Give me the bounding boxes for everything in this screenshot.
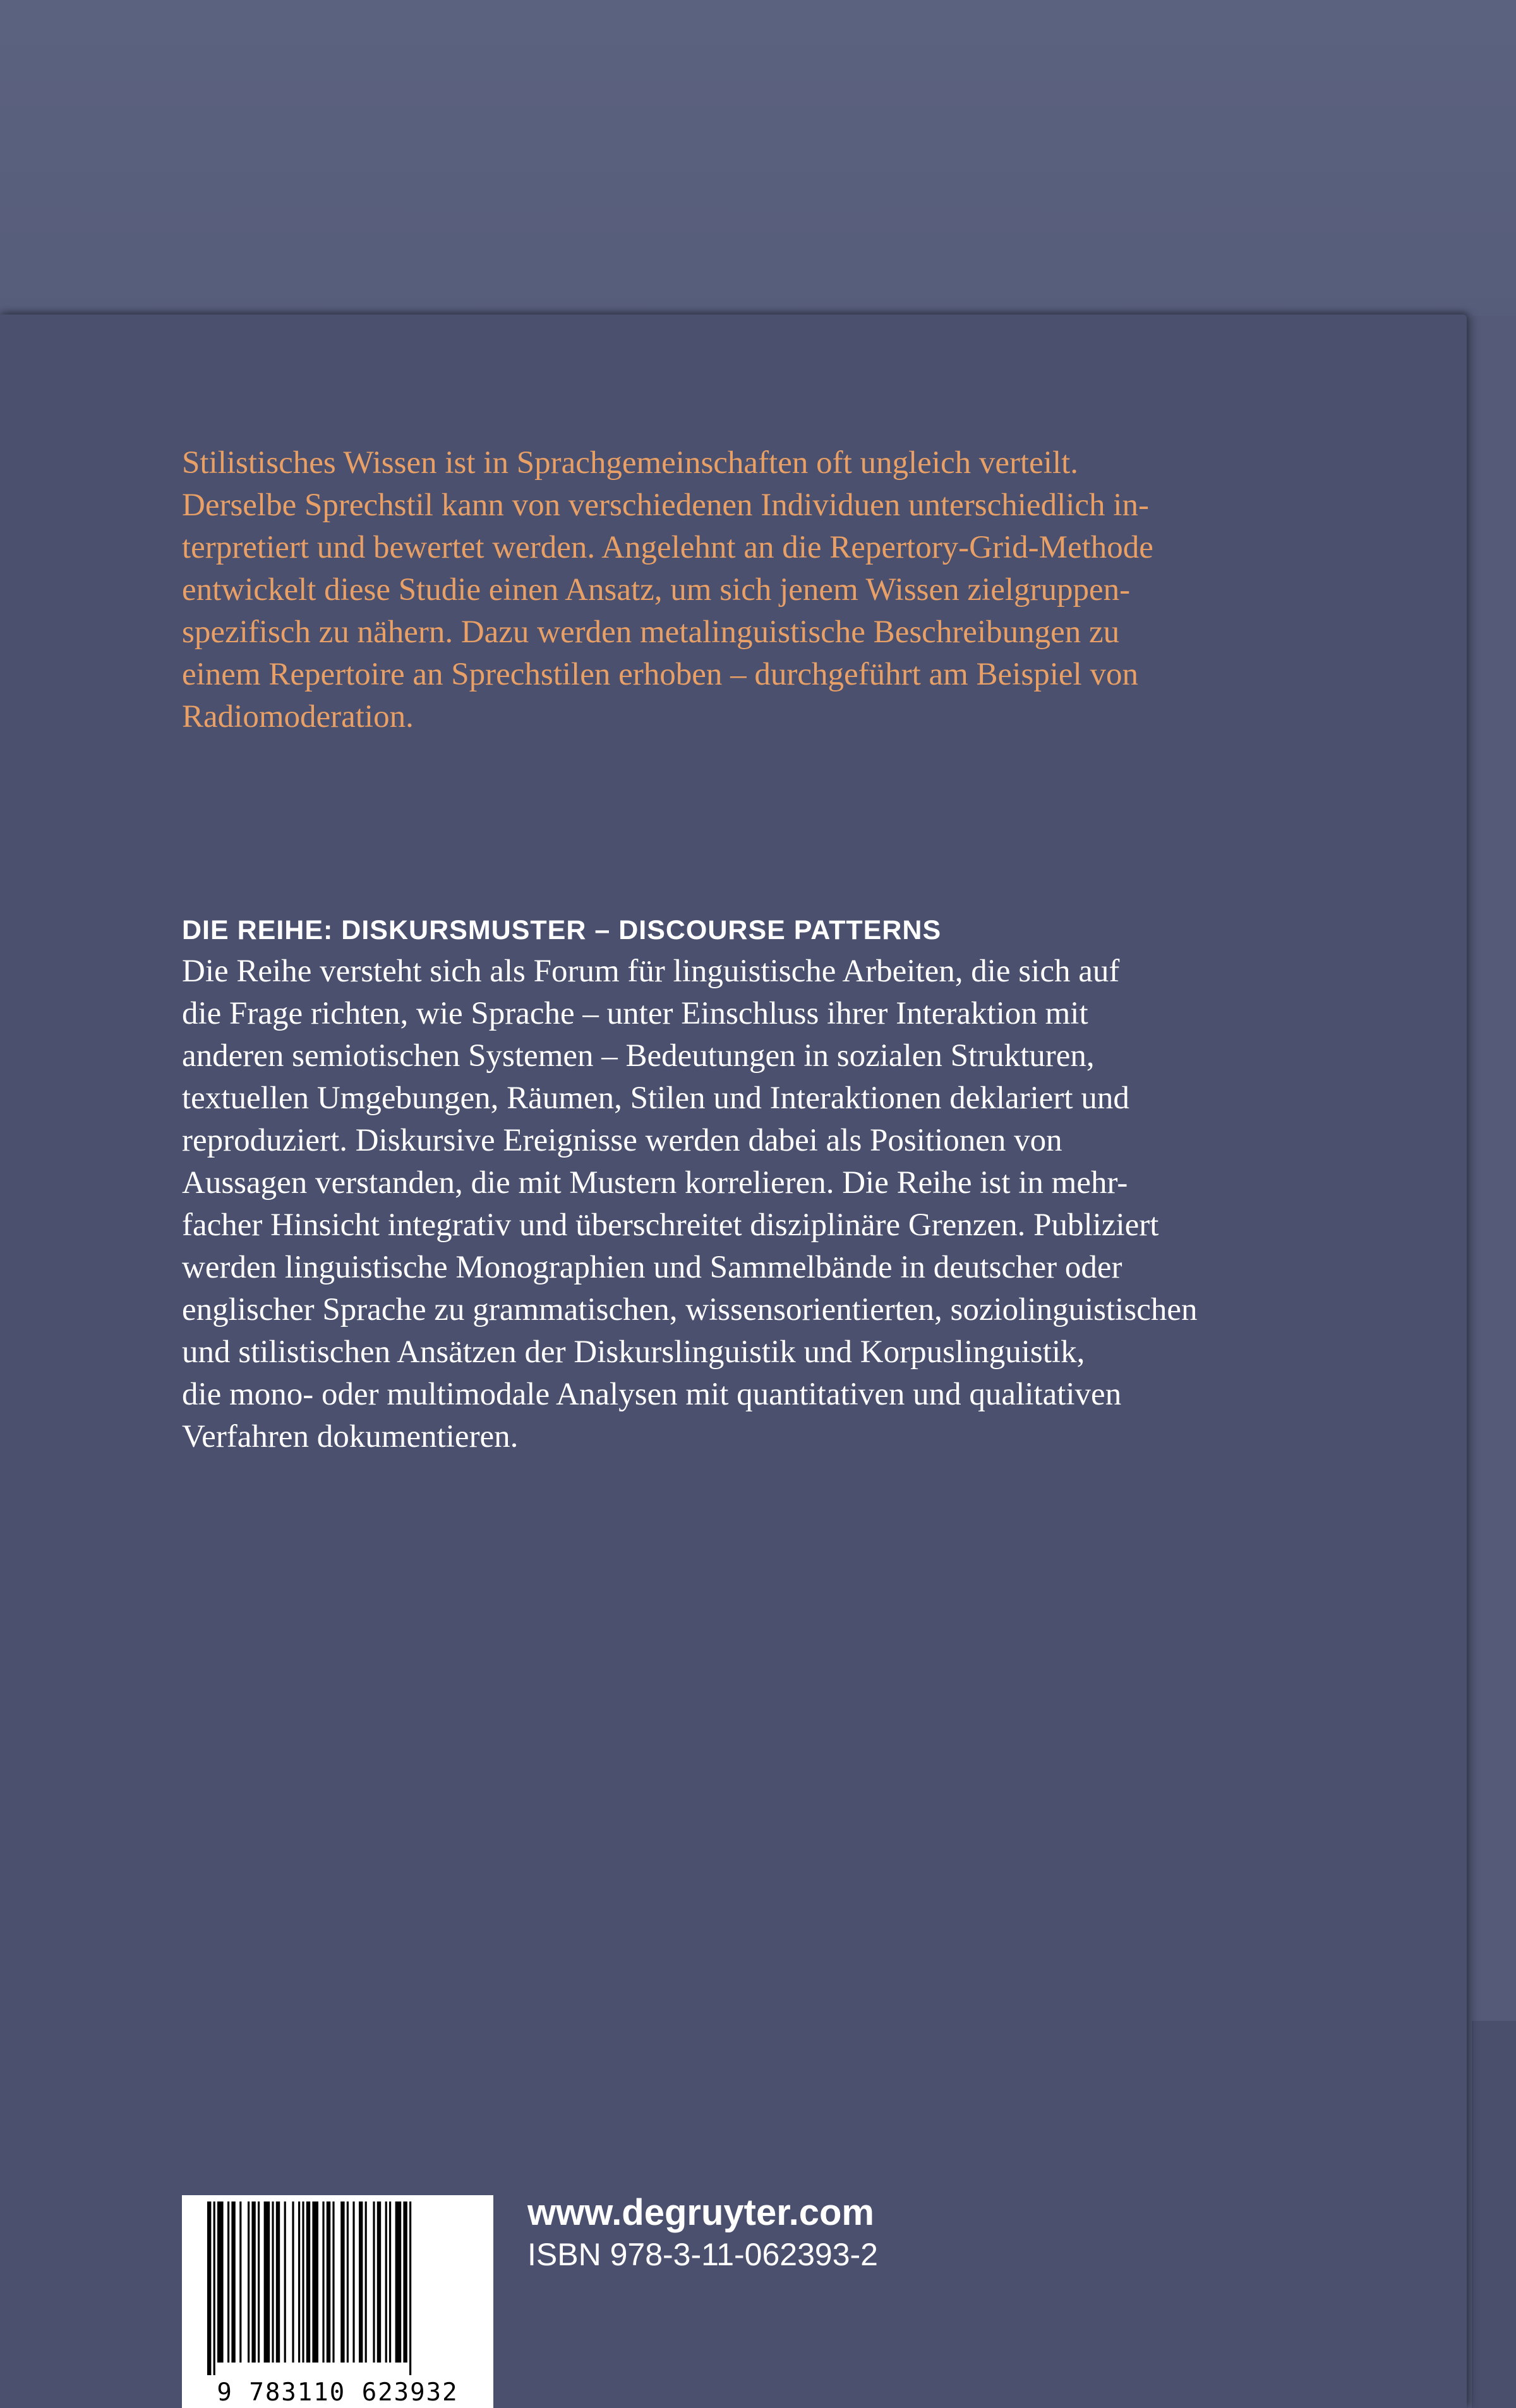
- barcode-bar: [377, 2201, 381, 2363]
- barcode-bar: [227, 2201, 229, 2363]
- barcode-bar: [264, 2201, 270, 2363]
- barcode-bar: [359, 2201, 363, 2363]
- barcode-bar: [322, 2201, 324, 2363]
- barcode-bar: [292, 2201, 294, 2363]
- series-line: Aussagen verstanden, die mit Mustern korrelieren. Die Reihe ist in mehr-: [182, 1165, 1128, 1201]
- barcode-bar: [214, 2201, 215, 2375]
- series-line: facher Hinsicht integrativ und überschreitet disziplinäre Grenzen. Publiziert: [182, 1207, 1159, 1243]
- series-line: die Frage richten, wie Sprache – unter Einschluss ihrer Interaktion mit: [182, 996, 1088, 1031]
- barcode-bar: [276, 2201, 280, 2363]
- barcode-bar: [312, 2201, 318, 2363]
- barcode-bar: [239, 2201, 241, 2363]
- isbn-number: ISBN 978-3-11-062393-2: [527, 2237, 878, 2272]
- blurb-line: einem Repertoire an Sprechstilen erhoben – durchgeführt am Beispiel von: [182, 657, 1138, 692]
- barcode-bar: [347, 2201, 349, 2363]
- barcode-bar: [332, 2201, 334, 2363]
- series-line: anderen semiotischen Systemen – Bedeutungen in sozialen Strukturen,: [182, 1038, 1095, 1074]
- barcode-bar: [248, 2201, 250, 2363]
- barcode-bar: [409, 2201, 411, 2375]
- barcode-bar: [403, 2201, 407, 2363]
- blurb-line: spezifisch zu nähern. Dazu werden metalinguistische Beschreibungen zu: [182, 614, 1120, 650]
- blurb-line: terpretiert und bewertet werden. Angelehnt an die Repertory-Grid-Methode: [182, 530, 1153, 565]
- blurb-line: entwickelt diese Studie einen Ansatz, um sich jenem Wissen zielgruppen-: [182, 572, 1131, 608]
- barcode-bar: [272, 2201, 274, 2363]
- barcode-bar: [302, 2201, 304, 2363]
- series-line: werden linguistische Monographien und Sammelbände in deutscher oder: [182, 1250, 1122, 1285]
- blurb-line: Radiomoderation.: [182, 699, 414, 734]
- barcode-bar: [306, 2201, 310, 2363]
- barcode-bar: [217, 2201, 224, 2363]
- series-line: die mono- oder multimodale Analysen mit quantitativen und qualitativen: [182, 1377, 1122, 1412]
- barcode-bar: [395, 2201, 402, 2363]
- barcode-bar: [251, 2201, 255, 2363]
- barcode-bar: [298, 2201, 300, 2363]
- barcode-bar: [327, 2201, 330, 2363]
- barcode-bar: [352, 2201, 354, 2363]
- series-line: englischer Sprache zu grammatischen, wissensorientierten, soziolinguistischen: [182, 1292, 1198, 1327]
- barcode-bar: [284, 2201, 286, 2363]
- series-heading: DIE REIHE: DISKURSMUSTER – DISCOURSE PATTERNS: [182, 915, 942, 945]
- publisher-website: www.degruyter.com: [527, 2192, 874, 2233]
- series-line: und stilistischen Ansätzen der Diskurslinguistik und Korpuslinguistik,: [182, 1334, 1085, 1370]
- background-top: [0, 0, 1516, 316]
- barcode-bars: [207, 2201, 469, 2378]
- blurb-line: Derselbe Sprechstil kann von verschiedenen Individuen unterschiedlich in-: [182, 488, 1149, 523]
- series-line: textuellen Umgebungen, Räumen, Stilen und Interaktionen deklariert und: [182, 1081, 1129, 1116]
- barcode-bar: [258, 2201, 260, 2363]
- barcode-bar: [385, 2201, 387, 2363]
- barcode-bar: [207, 2201, 211, 2375]
- barcode-bar: [231, 2201, 235, 2363]
- series-line: Die Reihe versteht sich als Forum für linguistische Arbeiten, die sich auf: [182, 954, 1120, 989]
- background-right-lower-edge: [1472, 2021, 1516, 2408]
- blurb-line: Stilistisches Wissen ist in Sprachgemeinschaften oft ungleich verteilt.: [182, 445, 1079, 481]
- series-line: reproduziert. Diskursive Ereignisse werden dabei als Positionen von: [182, 1123, 1062, 1158]
- barcode-bar: [373, 2201, 375, 2363]
- barcode: [182, 2195, 493, 2408]
- book-blurb: [182, 442, 1338, 738]
- series-line: Verfahren dokumentieren.: [182, 1419, 519, 1454]
- series-description: [182, 950, 1357, 1458]
- barcode-bar: [389, 2201, 391, 2363]
- barcode-digits: 9 783110 623932: [217, 2378, 459, 2407]
- barcode-bar: [340, 2201, 344, 2363]
- barcode-bar: [365, 2201, 367, 2363]
